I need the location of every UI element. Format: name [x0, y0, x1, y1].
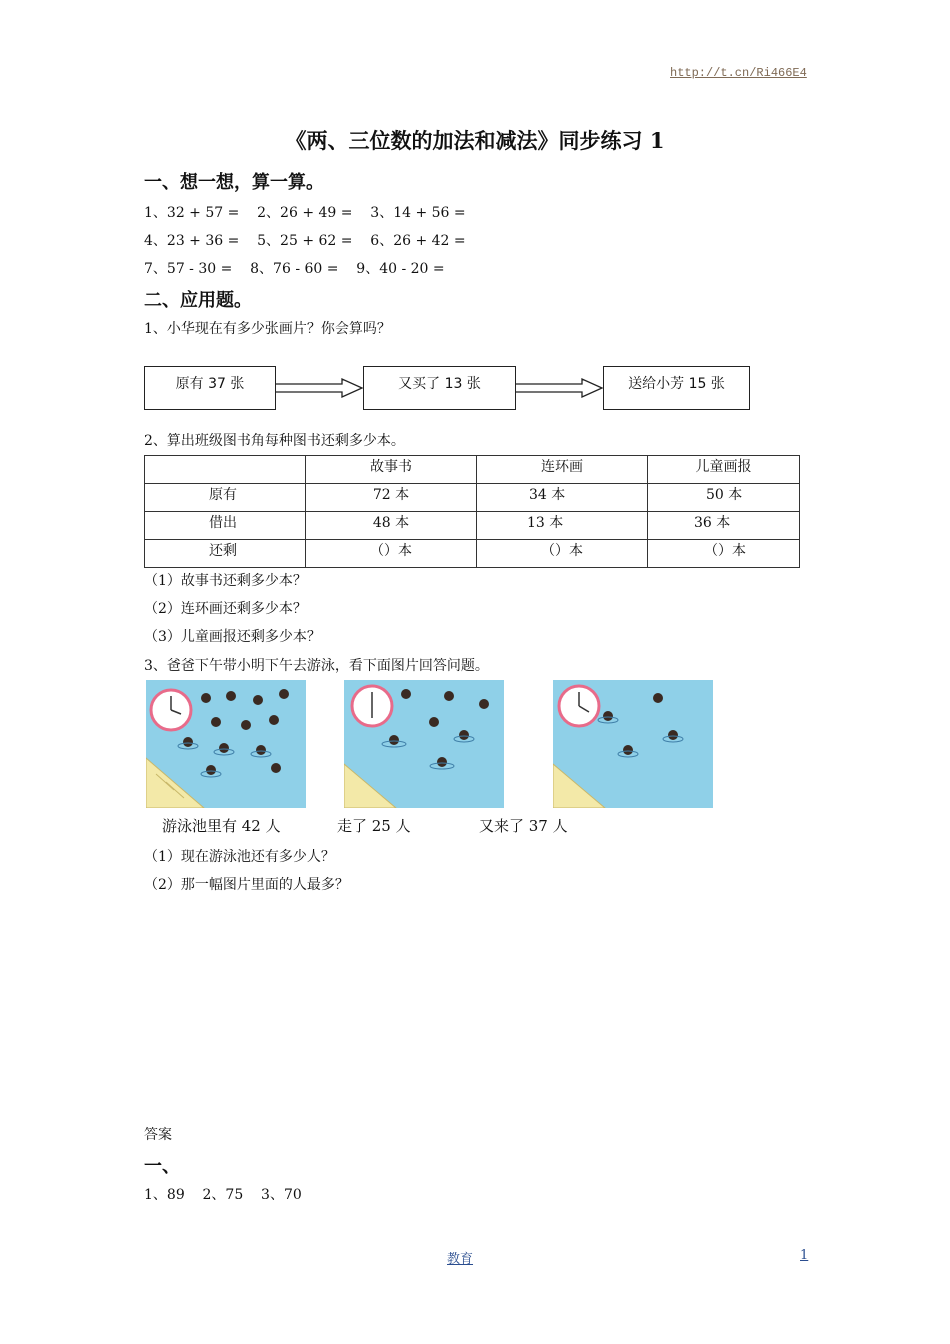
- table-cell: （）本: [306, 540, 477, 568]
- flow-box-bought-label: 又买了 13 张: [398, 376, 481, 392]
- table-cell: 借出: [145, 512, 306, 540]
- table-cell: 48 本: [306, 512, 477, 540]
- flow-box-original-label: 原有 37 张: [175, 376, 245, 392]
- page-title: 《两、三位数的加法和减法》同步练习 1: [285, 128, 665, 153]
- table-header-cell: 连环画: [477, 456, 648, 484]
- table-cell: （）本: [477, 540, 648, 568]
- pool-caption-2: 走了 25 人: [337, 817, 411, 835]
- table-header-row: [145, 456, 800, 484]
- table-header-cell: [145, 456, 306, 484]
- table-cell: 原有: [145, 484, 306, 512]
- table-header-cell: 故事书: [306, 456, 477, 484]
- answers-line-1: 1、89 2、75 3、70: [144, 1187, 302, 1203]
- table-cell: 36 本: [648, 512, 800, 540]
- subquestion-2-2: （2）连环画还剩多少本？: [144, 601, 307, 617]
- question-3: 3、爸爸下午带小明下午去游泳，看下面图片回答问题。: [144, 658, 489, 674]
- pool-picture-3: [553, 680, 713, 808]
- pool-caption-1: 游泳池里有 42 人: [162, 817, 281, 835]
- section1-heading: 一、想一想，算一算。: [144, 172, 324, 193]
- header-link[interactable]: http://t.cn/Ri466E4: [670, 66, 807, 80]
- answers-label: 答案: [144, 1127, 172, 1143]
- table-cell: 50 本: [648, 484, 800, 512]
- section2-heading: 二、应用题。: [144, 290, 252, 311]
- subquestion-3-1: （1）现在游泳池还有多少人？: [144, 849, 335, 865]
- subquestion-2-1: （1）故事书还剩多少本？: [144, 573, 307, 589]
- flow-arrow-1: [276, 378, 364, 398]
- calc-line-2: 4、23 + 36 = 5、25 + 62 = 6、26 + 42 =: [144, 233, 466, 249]
- footer-link[interactable]: 教育: [447, 1252, 474, 1267]
- calc-line-1: 1、32 + 57 = 2、26 + 49 = 3、14 + 56 =: [144, 205, 466, 221]
- flow-arrow-2: [516, 378, 604, 398]
- pool-picture-2: [344, 680, 504, 808]
- subquestion-3-2: （2）那一幅图片里面的人最多？: [144, 877, 349, 893]
- question-1: 1、小华现在有多少张画片？你会算吗？: [144, 321, 391, 337]
- subquestion-2-3: （3）儿童画报还剩多少本？: [144, 629, 321, 645]
- books-table: [144, 455, 800, 568]
- answers-heading: 一、: [144, 1156, 180, 1177]
- table-row: [145, 512, 800, 540]
- page-number: 1: [800, 1248, 809, 1263]
- question-2: 2、算出班级图书角每种图书还剩多少本。: [144, 433, 405, 449]
- table-cell: （）本: [648, 540, 800, 568]
- calc-line-3: 7、57 - 30 = 8、76 - 60 = 9、40 - 20 =: [144, 261, 445, 277]
- table-row: [145, 484, 800, 512]
- flow-box-bought: [363, 366, 516, 410]
- table-cell: 13 本: [477, 512, 648, 540]
- pool-caption-3: 又来了 37 人: [479, 817, 568, 835]
- table-header-cell: 儿童画报: [648, 456, 800, 484]
- flow-box-given-label: 送给小芳 15 张: [628, 376, 725, 392]
- table-cell: 34 本: [477, 484, 648, 512]
- flow-box-given: [603, 366, 750, 410]
- pool-picture-1: [146, 680, 306, 808]
- flow-box-original: [144, 366, 276, 410]
- table-row: [145, 540, 800, 568]
- table-cell: 72 本: [306, 484, 477, 512]
- table-cell: 还剩: [145, 540, 306, 568]
